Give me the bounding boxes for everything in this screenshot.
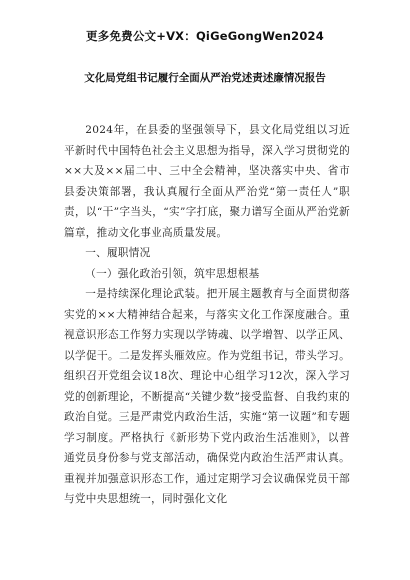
section-heading: 一、履职情况: [85, 247, 151, 259]
body-paragraph: 一是持续深化理论武装。把开展主题教育与全面贯彻落实党的××大精神结合起来，与落实文化工作深度融合。重视意识形态工作努力实现以学铸魂、以学增智、以学正风、以学促干。二是发挥头雁效应。作为党组书记，带头学习。组织召开党组会议18次、理论中心组学习12次，深入学习党的创新理论，不断提高“关键少数”接受监督、自我约束的政治自觉。三是严肃党内政治生活，实施“第一议题”和专题学习制度。严格执行《新形势下党内政治生活准则》，以普通党员身份参与党支部活动，确保党内政治生活严肃认真。重视并加强意识形态工作，通过定期学习会议确保党员干部与党中央思想统一，同时强化文化: [64, 288, 350, 505]
document-title: 文化局党组书记履行全面从严治党述责述廉情况报告: [84, 72, 326, 84]
intro-paragraph: 2024年，在县委的坚强领导下，县文化局党组以习近平新时代中国特色社会主义思想为指导，深入学习贯彻党的××大及××届二中、三中全会精神，坚决落实中央、省市县委决策部署，我认真履行全面从严治党“第一责任人”职责，以“干”字当头，“实”字打底，聚力谱写全面从严治党新篇章，推动文化事业高质量发展。: [64, 124, 350, 239]
document-body: [64, 120, 350, 510]
watermark-header: 更多免费公文+VX：QiGeGongWen2024: [86, 29, 324, 43]
subsection-heading: （一）强化政治引领，筑牢思想根基: [85, 267, 260, 280]
